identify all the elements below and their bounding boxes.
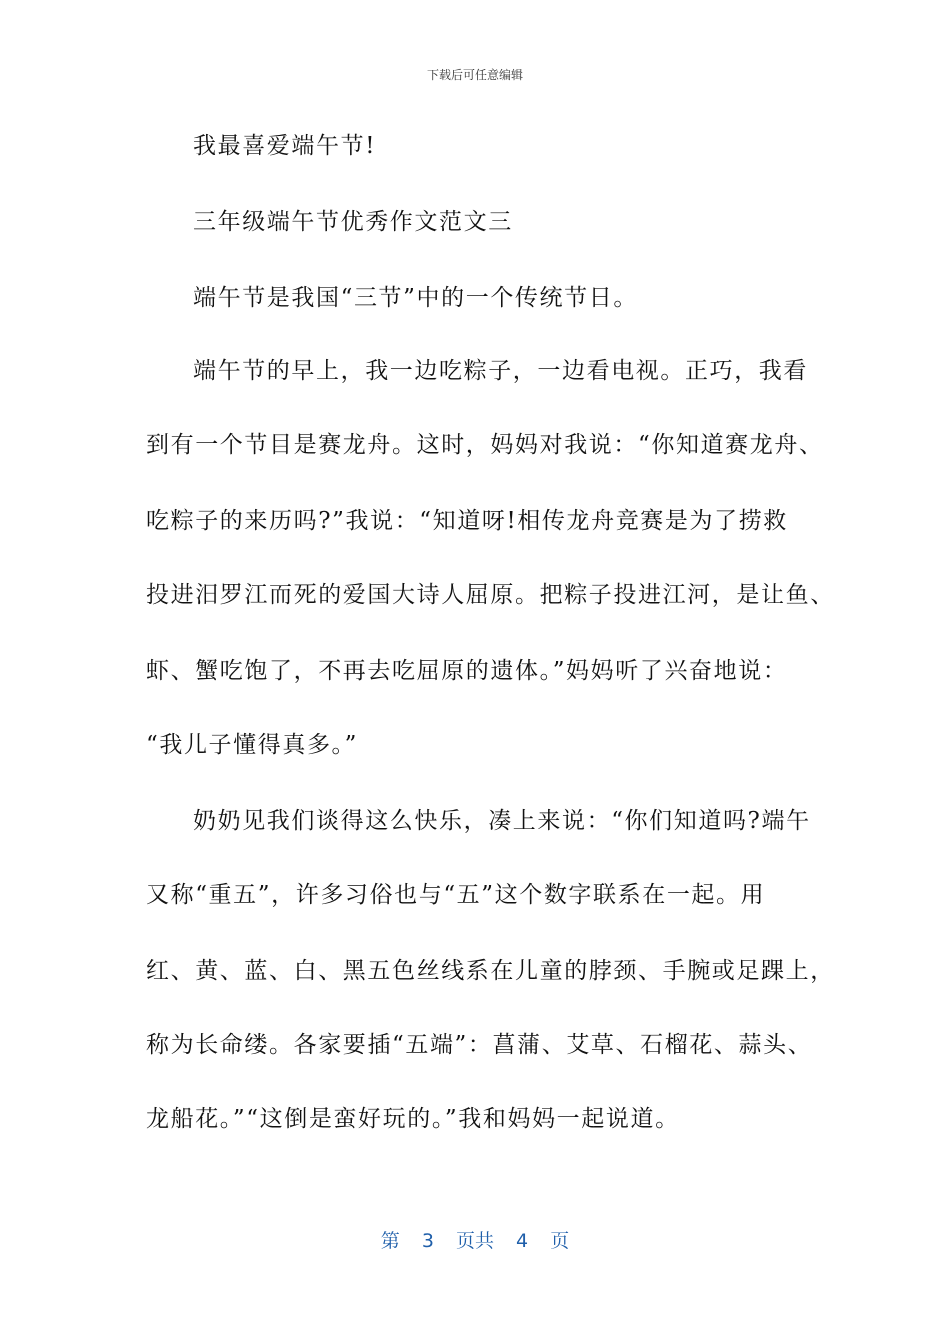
text-line: 端午节的早上，我一边吃粽子，一边看电视。正巧，我看 xyxy=(193,358,808,384)
text-line: 红、黄、蓝、白、黑五色丝线系在儿童的脖颈、手腕或足踝上， xyxy=(146,958,835,984)
footer-page-number: 3 xyxy=(421,1230,434,1252)
text-line: 投进汨罗江而死的爱国大诗人屈原。把粽子投进江河，是让鱼、 xyxy=(146,582,835,608)
text-line: 到有一个节目是赛龙舟。这时，妈妈对我说：“你知道赛龙舟、 xyxy=(146,432,824,458)
text-line: 我最喜爱端午节! xyxy=(193,133,377,159)
text-line: 又称“重五”，许多习俗也与“五”这个数字联系在一起。用 xyxy=(146,882,766,908)
footer-suffix: 页 xyxy=(550,1230,570,1252)
text-line: 三年级端午节优秀作文范文三 xyxy=(193,209,513,235)
text-line: 端午节是我国“三节”中的一个传统节日。 xyxy=(193,285,638,311)
page-header-note: 下载后可任意编辑 xyxy=(426,68,523,82)
footer-middle: 页共 xyxy=(455,1230,494,1252)
page-footer xyxy=(0,1226,950,1253)
text-line: 奶奶见我们谈得这么快乐，凑上来说：“你们知道吗?端午 xyxy=(193,808,811,834)
footer-total-pages: 4 xyxy=(516,1230,529,1252)
text-line: “我儿子懂得真多。” xyxy=(146,732,359,758)
text-line: 吃粽子的来历吗?”我说：“知道呀!相传龙舟竞赛是为了捞救 xyxy=(146,508,788,534)
text-line: 龙船花。”“这倒是蛮好玩的。”我和妈妈一起说道。 xyxy=(146,1106,680,1132)
text-line: 虾、蟹吃饱了，不再去吃屈原的遗体。”妈妈听了兴奋地说： xyxy=(146,658,788,684)
text-line: 称为长命缕。各家要插“五端”：菖蒲、艾草、石榴花、蒜头、 xyxy=(146,1032,813,1058)
footer-prefix: 第 xyxy=(380,1230,400,1252)
